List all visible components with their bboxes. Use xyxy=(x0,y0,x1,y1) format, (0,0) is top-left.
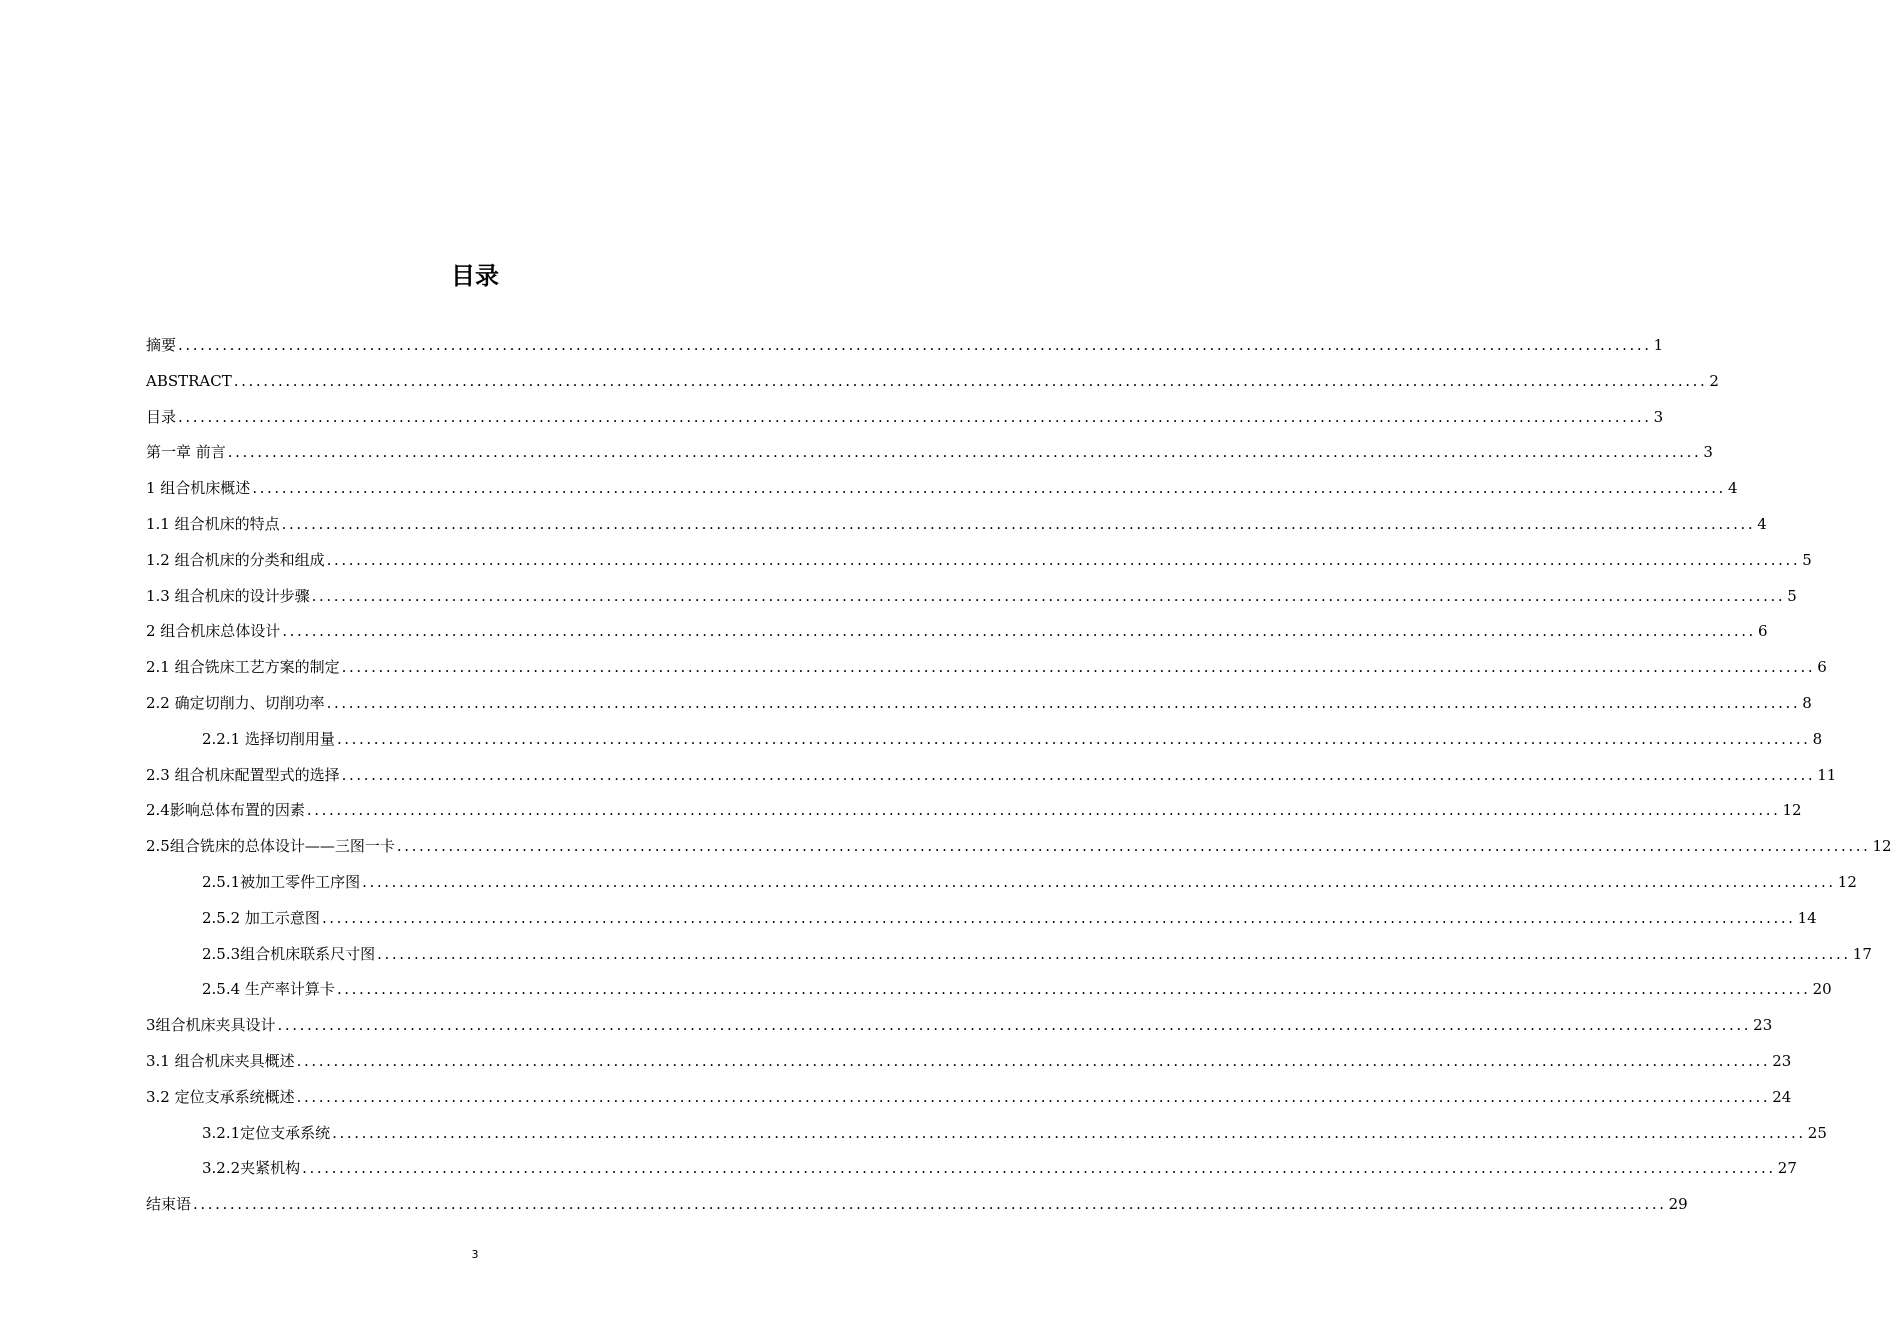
toc-dot-leader: ........................................................................................................................................................................................................ xyxy=(396,837,1871,856)
toc-entry-page: 14 xyxy=(1797,908,1817,927)
toc-entry[interactable] xyxy=(146,400,1664,436)
toc-entry-page: 29 xyxy=(1668,1195,1688,1214)
table-of-contents xyxy=(146,328,1892,1223)
toc-dot-leader: ........................................................................................................................................................................................................ xyxy=(311,586,1786,605)
toc-entry-page: 8 xyxy=(1812,729,1823,748)
toc-entry-label: 2.5.3组合机床联系尺寸图 xyxy=(202,944,376,963)
toc-dot-leader: ........................................................................................................................................................................................................ xyxy=(178,336,1652,354)
toc-dot-leader: ........................................................................................................................................................................................................ xyxy=(341,765,1816,784)
toc-entry[interactable] xyxy=(146,364,1719,400)
page-number: 3 xyxy=(471,1248,479,1261)
toc-entry-page: 17 xyxy=(1852,944,1872,963)
toc-dot-leader: ........................................................................................................................................................................................................ xyxy=(227,443,1702,462)
toc-entry[interactable] xyxy=(146,579,1797,615)
toc-entry-label: 1.3 组合机床的设计步骤 xyxy=(146,586,310,605)
toc-dot-leader: ........................................................................................................................................................................................................ xyxy=(332,1123,1806,1142)
toc-entry[interactable] xyxy=(146,901,1817,937)
toc-entry[interactable] xyxy=(146,758,1837,794)
toc-dot-leader: ........................................................................................................................................................................................................ xyxy=(377,944,1851,963)
toc-entry[interactable] xyxy=(146,865,1857,901)
toc-entry-page: 4 xyxy=(1727,479,1738,498)
toc-dot-leader: ........................................................................................................................................................................................................ xyxy=(302,1159,1776,1178)
toc-entry-label: 2 组合机床总体设计 xyxy=(146,622,281,641)
toc-entry-page: 6 xyxy=(1757,622,1768,641)
toc-dot-leader: ........................................................................................................................................................................................................ xyxy=(282,622,1756,641)
toc-entry[interactable] xyxy=(146,435,1713,471)
toc-entry[interactable] xyxy=(146,1151,1797,1187)
toc-entry-page: 11 xyxy=(1817,765,1837,784)
toc-entry-page: 25 xyxy=(1807,1123,1827,1142)
toc-dot-leader: ........................................................................................................................................................................................................ xyxy=(178,407,1652,426)
toc-dot-leader: ........................................................................................................................................................................................................ xyxy=(252,479,1726,498)
toc-dot-leader: ........................................................................................................................................................................................................ xyxy=(341,658,1816,677)
toc-entry-page: 12 xyxy=(1782,801,1802,820)
toc-dot-leader: ........................................................................................................................................................................................................ xyxy=(336,980,1811,999)
toc-entry[interactable] xyxy=(146,614,1768,650)
toc-dot-leader: ........................................................................................................................................................................................................ xyxy=(277,1016,1752,1035)
toc-entry-page: 23 xyxy=(1772,1051,1792,1070)
toc-entry-label: 3.2.1定位支承系统 xyxy=(202,1123,331,1142)
toc-entry-page: 3 xyxy=(1653,407,1664,426)
toc-entry[interactable] xyxy=(146,1116,1827,1152)
page-title: 目录 xyxy=(451,262,499,291)
toc-entry-label: 目录 xyxy=(146,407,177,426)
toc-entry-label: 第一章 前言 xyxy=(146,443,226,462)
toc-entry[interactable] xyxy=(146,650,1827,686)
toc-entry-label: 1.1 组合机床的特点 xyxy=(146,514,280,533)
toc-entry-page: 23 xyxy=(1753,1016,1773,1035)
toc-entry-label: 1 组合机床概述 xyxy=(146,479,251,498)
toc-entry-label: 2.2.1 选择切削用量 xyxy=(202,729,335,748)
toc-entry-page: 6 xyxy=(1817,658,1827,677)
toc-entry[interactable] xyxy=(146,686,1812,722)
toc-entry-page: 4 xyxy=(1757,514,1767,533)
toc-entry-label: 2.5.4 生产率计算卡 xyxy=(202,980,335,999)
toc-entry-page: 3 xyxy=(1703,443,1713,462)
toc-dot-leader: ........................................................................................................................................................................................................ xyxy=(336,729,1811,748)
toc-entry[interactable] xyxy=(146,507,1767,543)
toc-entry[interactable] xyxy=(146,1008,1773,1044)
toc-dot-leader: ........................................................................................................................................................................................................ xyxy=(306,801,1781,820)
toc-entry[interactable] xyxy=(146,793,1802,829)
toc-entry-page: 20 xyxy=(1812,980,1832,999)
toc-dot-leader: ........................................................................................................................................................................................................ xyxy=(296,1087,1771,1106)
toc-entry[interactable] xyxy=(146,722,1823,758)
toc-dot-leader: ........................................................................................................................................................................................................ xyxy=(193,1195,1667,1214)
toc-dot-leader: ........................................................................................................................................................................................................ xyxy=(326,693,1801,712)
toc-entry-label: 2.5组合铣床的总体设计——三图一卡 xyxy=(146,837,395,856)
toc-dot-leader: ........................................................................................................................................................................................................ xyxy=(233,371,1708,390)
toc-dot-leader: ........................................................................................................................................................................................................ xyxy=(296,1051,1771,1070)
toc-entry-page: 2 xyxy=(1709,371,1719,390)
toc-entry-label: 3.1 组合机床夹具概述 xyxy=(146,1051,295,1070)
toc-entry-label: 3.2 定位支承系统概述 xyxy=(146,1087,295,1106)
toc-entry[interactable] xyxy=(146,328,1664,364)
toc-entry-page: 5 xyxy=(1802,550,1812,569)
toc-entry-page: 5 xyxy=(1787,586,1797,605)
toc-entry-label: 2.4影响总体布置的因素 xyxy=(146,801,305,820)
toc-entry[interactable] xyxy=(146,1044,1792,1080)
toc-entry-page: 24 xyxy=(1772,1087,1792,1106)
toc-dot-leader: ........................................................................................................................................................................................................ xyxy=(321,908,1796,927)
toc-entry-label: 3.2.2夹紧机构 xyxy=(202,1159,301,1178)
toc-entry-label: 1.2 组合机床的分类和组成 xyxy=(146,550,325,569)
toc-entry-label: 2.1 组合铣床工艺方案的制定 xyxy=(146,658,340,677)
toc-entry-label: 摘要 xyxy=(146,336,177,354)
toc-entry[interactable] xyxy=(146,1187,1688,1223)
toc-entry-page: 1 xyxy=(1653,336,1664,354)
toc-entry[interactable] xyxy=(146,972,1832,1008)
toc-entry-page: 12 xyxy=(1872,837,1892,856)
toc-entry-label: 2.3 组合机床配置型式的选择 xyxy=(146,765,340,784)
toc-entry[interactable] xyxy=(146,543,1812,579)
toc-entry-page: 27 xyxy=(1777,1159,1797,1178)
toc-entry[interactable] xyxy=(146,937,1872,973)
toc-entry-label: 2.5.1被加工零件工序图 xyxy=(202,872,361,891)
toc-entry[interactable] xyxy=(146,471,1738,507)
toc-entry-label: 3组合机床夹具设计 xyxy=(146,1016,276,1035)
toc-dot-leader: ........................................................................................................................................................................................................ xyxy=(326,550,1801,569)
toc-entry-label: 结束语 xyxy=(146,1195,192,1214)
toc-dot-leader: ........................................................................................................................................................................................................ xyxy=(362,872,1836,891)
toc-entry-page: 8 xyxy=(1802,693,1812,712)
toc-dot-leader: ........................................................................................................................................................................................................ xyxy=(281,514,1756,533)
toc-entry[interactable] xyxy=(146,1080,1792,1116)
toc-entry-label: ABSTRACT xyxy=(146,371,232,390)
toc-entry-page: 12 xyxy=(1837,872,1857,891)
toc-entry[interactable] xyxy=(146,829,1892,865)
toc-entry-label: 2.2 确定切削力、切削功率 xyxy=(146,693,325,712)
toc-entry-label: 2.5.2 加工示意图 xyxy=(202,908,320,927)
